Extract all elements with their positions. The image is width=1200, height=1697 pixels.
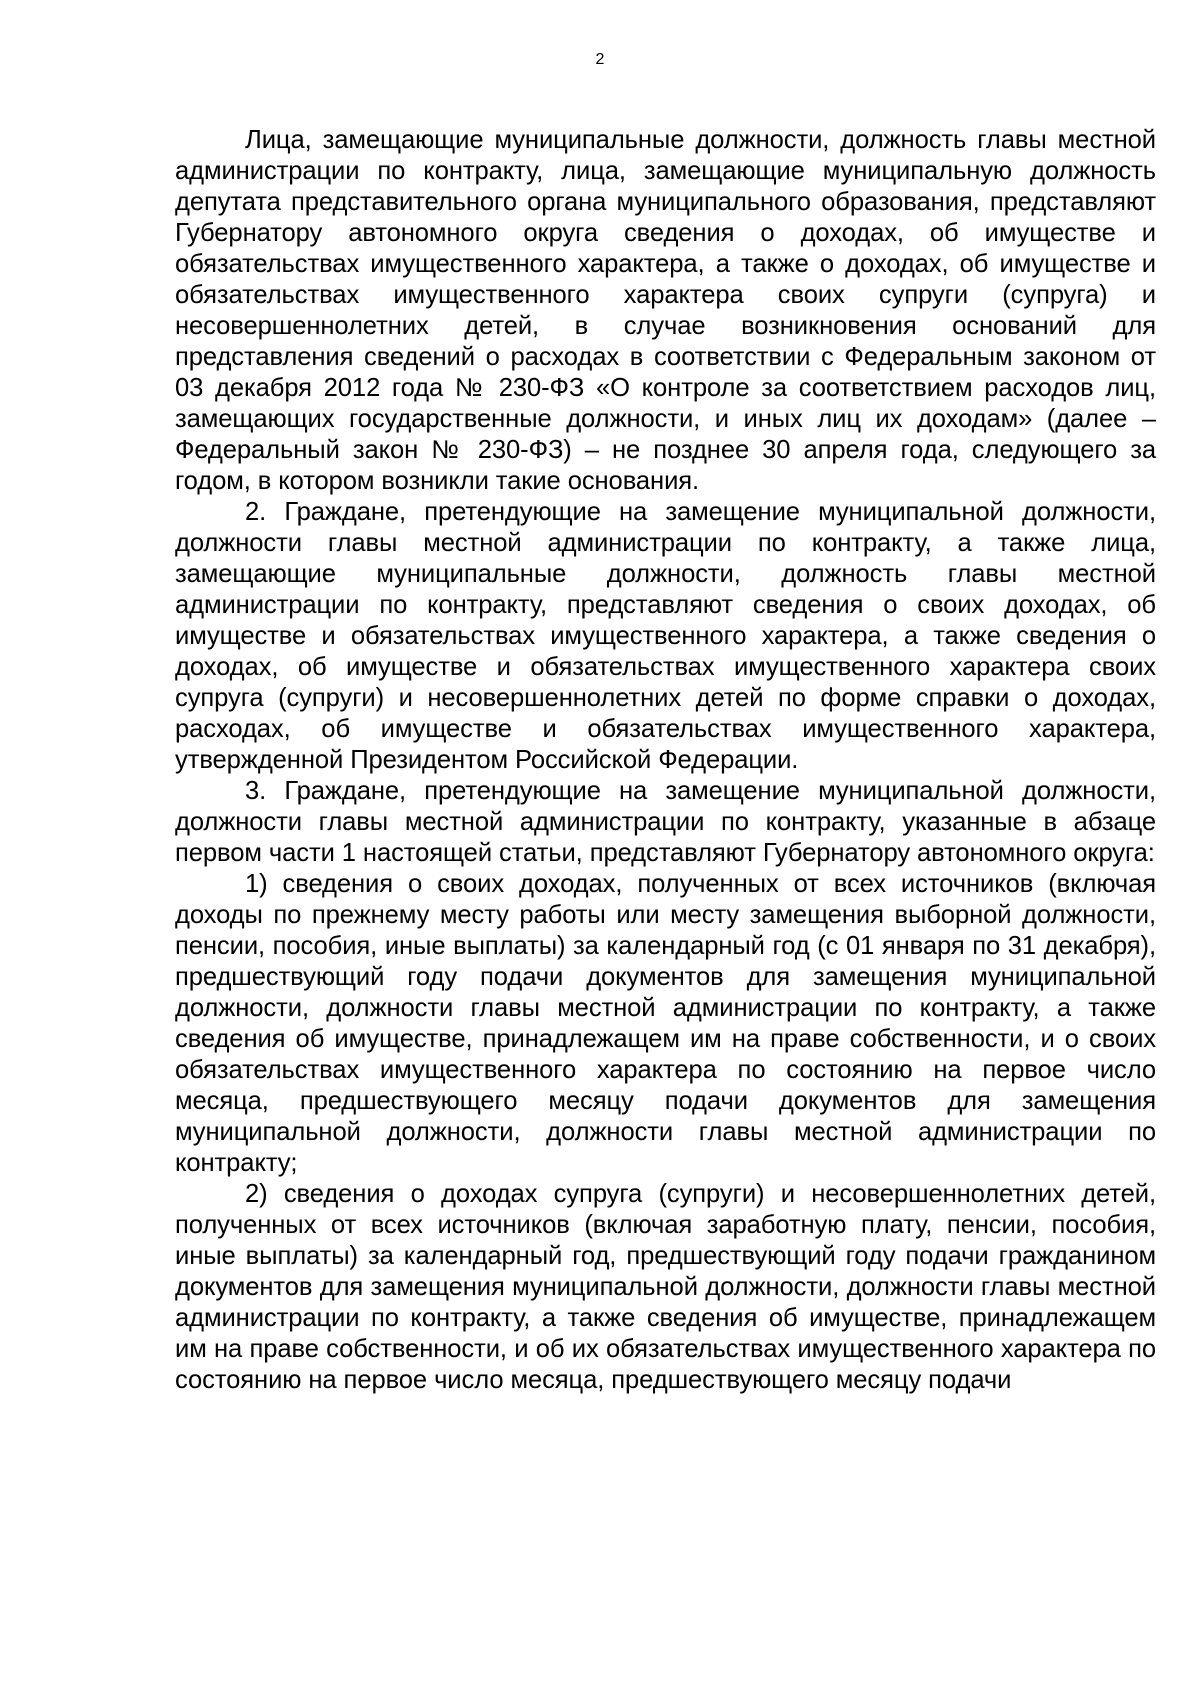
page-number: 2 — [595, 51, 605, 68]
paragraph-part-3: 3. Граждане, претендующие на замещение муниципальной должности, должности главы местной администрации по контракту, указанные в абзаце первом части 1 настоящей статьи, представляют Губернатору автономного округа: — [175, 777, 1156, 867]
paragraph-item-1: 1) сведения о своих доходах, полученных от всех источников (включая доходы по прежнему месту работы или месту замещения выборной должности, пенсии, пособия, иные выплаты) за календарный год (с 01 января по 31 декабря), предшествующий году подачи документов для замещения муниципальной должности, должности главы местной администрации по контракту, а также сведения об имуществе, принадлежащем им на праве собственности, и о своих обязательствах имущественного характера по состоянию на первое число месяца, предшествующего месяцу подачи документов для замещения муниципальной должности, должности главы местной администрации по контракту; — [175, 870, 1156, 1177]
document-body — [175, 125, 1156, 1396]
paragraph-item-2: 2) сведения о доходах супруга (супруги) и несовершеннолетних детей, полученных от всех источников (включая заработную плату, пенсии, пособия, иные выплаты) за календарный год, предшествующий году подачи гражданином документов для замещения муниципальной должности, должности главы местной администрации по контракту, а также сведения об имуществе, принадлежащем им на праве собственности, и об их обязательствах имущественного характера по состоянию на первое число месяца, предшествующего месяцу подачи — [175, 1180, 1156, 1394]
paragraph-part-2: 2. Граждане, претендующие на замещение муниципальной должности, должности главы местной администрации по контракту, а также лица, замещающие муниципальные должности, должность главы местной администрации по контракту, представляют сведения о своих доходах, об имуществе и обязательствах имущественного характера, а также сведения о доходах, об имуществе и обязательствах имущественного характера своих супруга (супруги) и несовершеннолетних детей по форме справки о доходах, расходах, об имуществе и обязательствах имущественного характера, утвержденной Президентом Российской Федерации. — [175, 498, 1156, 774]
paragraph-1-continuation: Лица, замещающие муниципальные должности, должность главы местной администрации по контракту, лица, замещающие муниципальную должность депутата представительного органа муниципального образования, представляют Губернатору автономного округа сведения о доходах, об имуществе и обязательствах имущественного характера, а также о доходах, об имуществе и обязательствах имущественного характера своих супруги (супруга) и несовершеннолетних детей, в случае возникновения оснований для представления сведений о расходах в соответствии с Федеральным законом от 03 декабря 2012 года № 230-ФЗ «О контроле за соответствием расходов лиц, замещающих государственные должности, и иных лиц их доходам» (далее – Федеральный закон № 230-ФЗ) – не позднее 30 апреля года, следующего за годом, в котором возникли такие основания. — [175, 126, 1156, 495]
